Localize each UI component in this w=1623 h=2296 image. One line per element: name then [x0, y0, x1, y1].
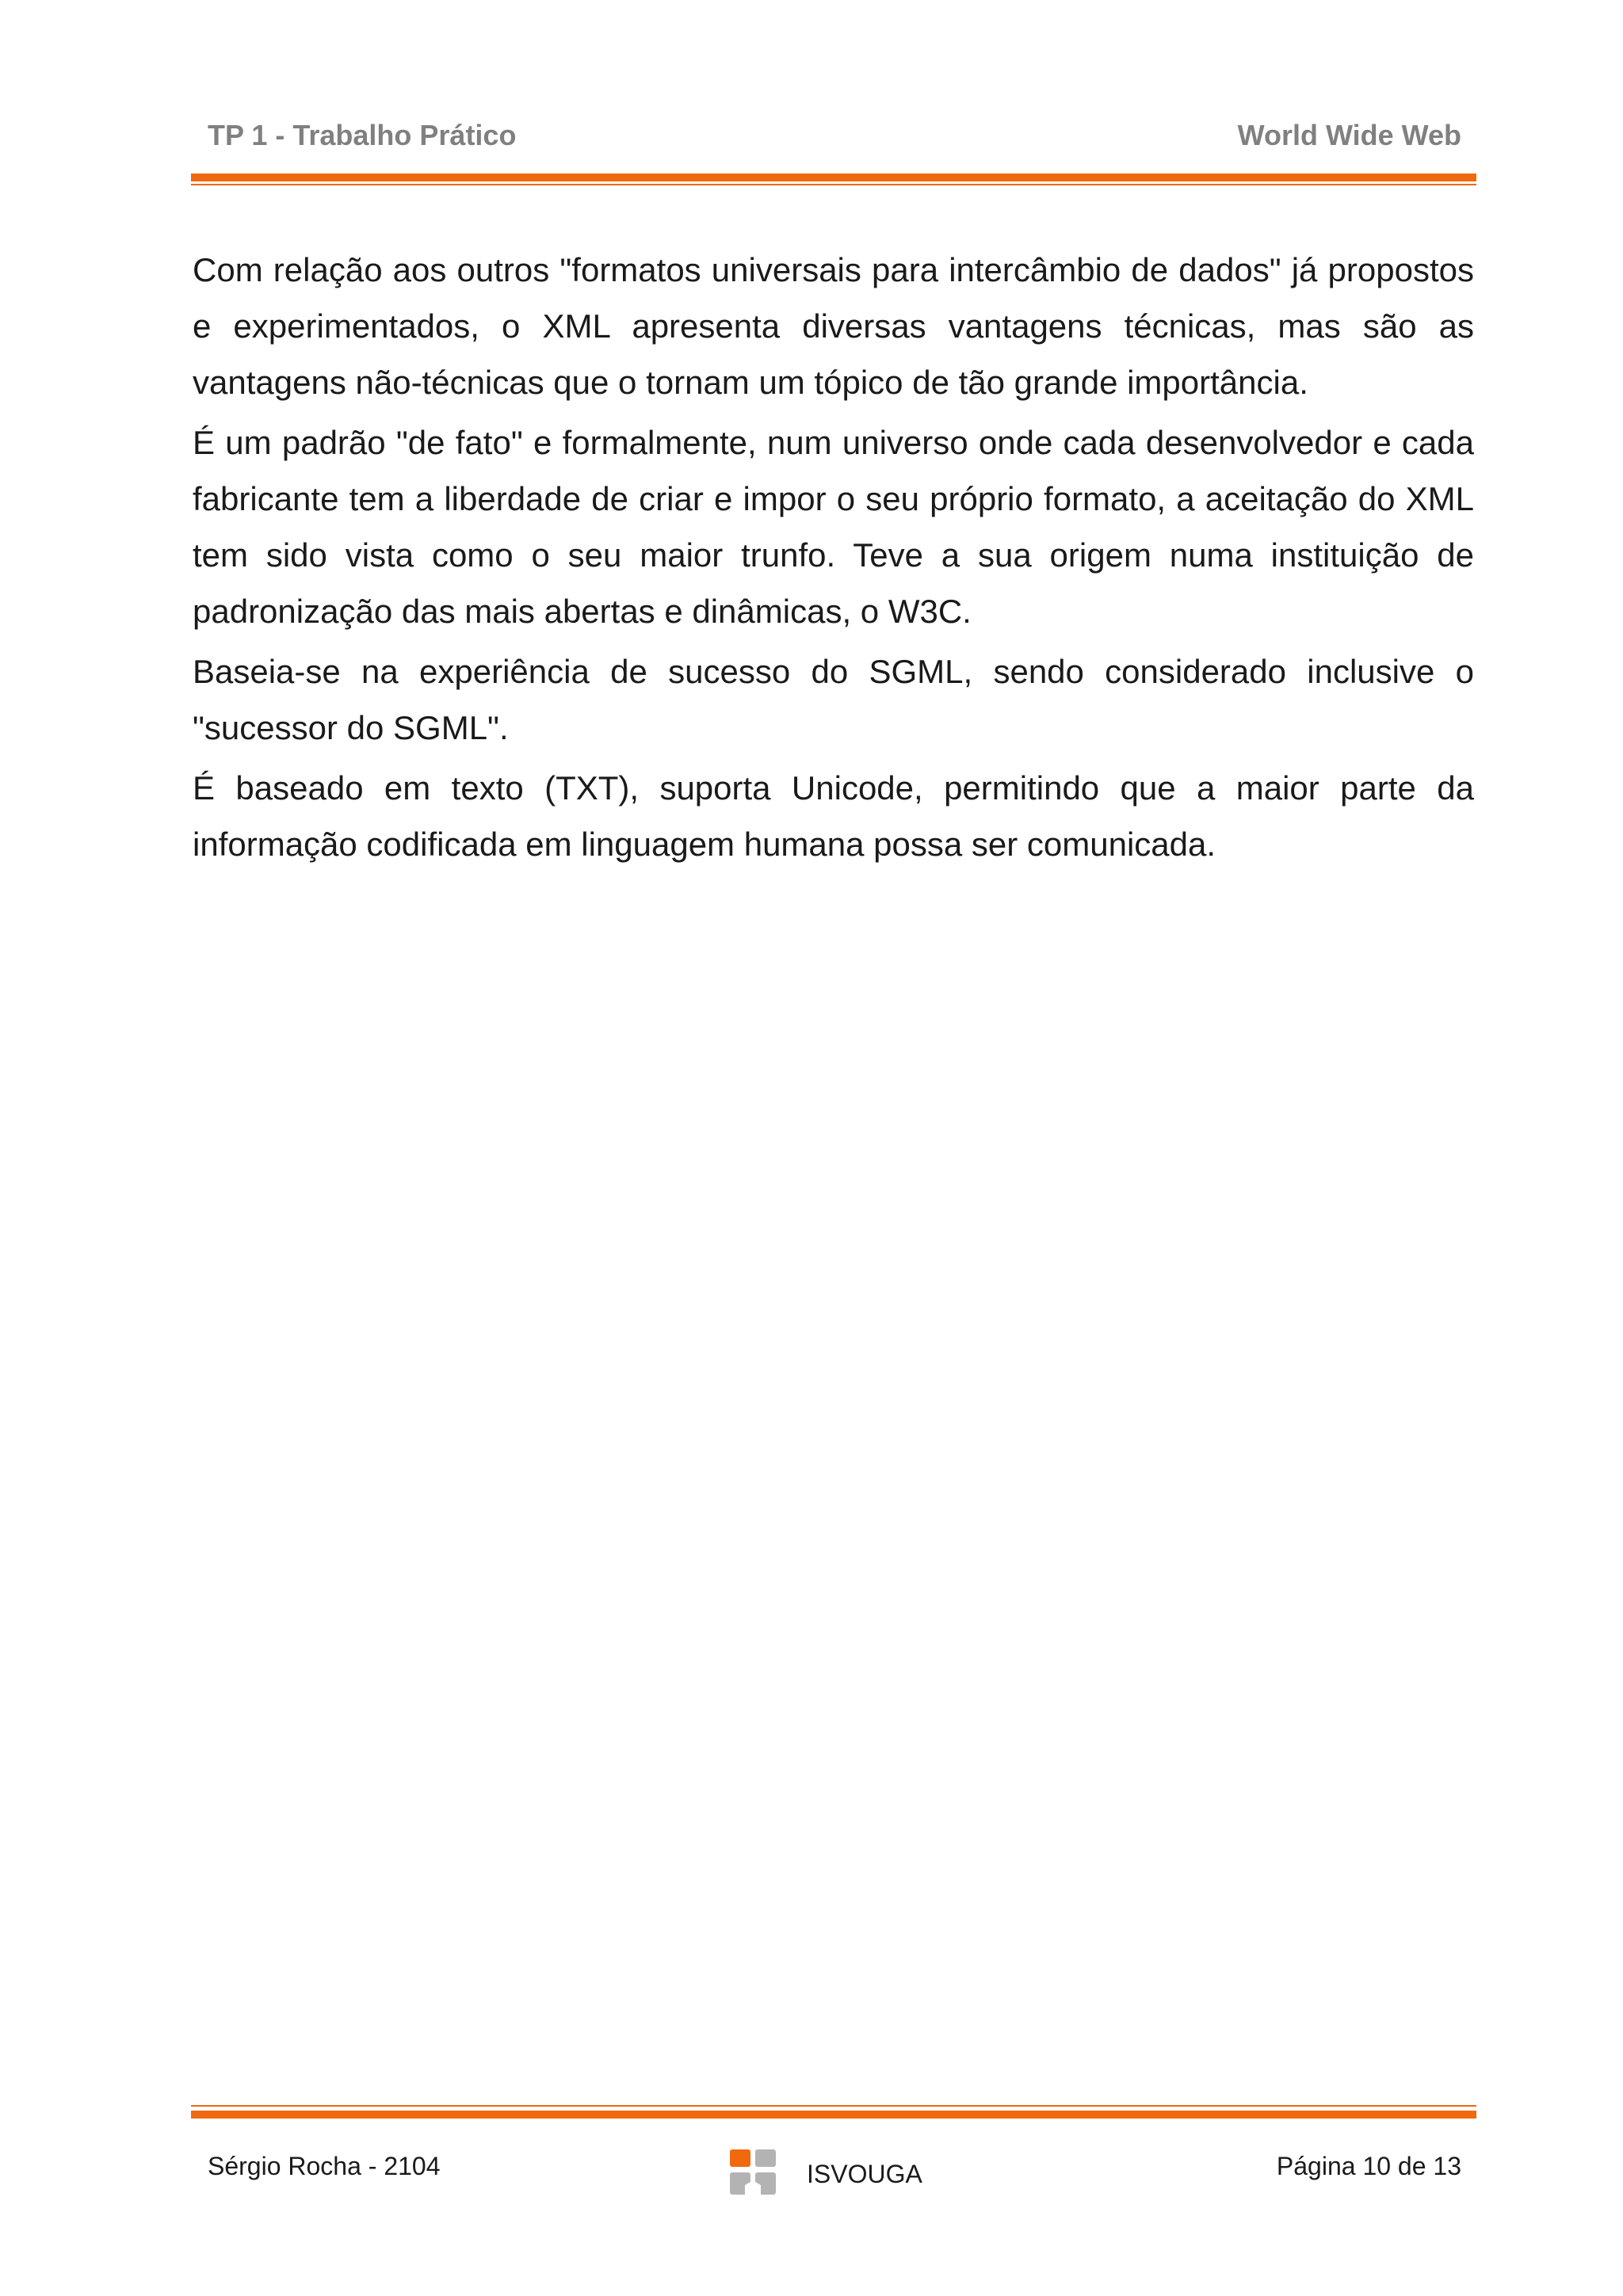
footer-divider — [191, 2111, 1476, 2119]
header-right-title: World Wide Web — [1237, 119, 1461, 151]
footer-institution-name: ISVOUGA — [807, 2159, 922, 2188]
footer-institution — [729, 2149, 922, 2196]
paragraph-4: É baseado em texto (TXT), suporta Unicode, permitindo que a maior parte da informação codificada em linguagem humana possa ser comunicada. — [193, 769, 1474, 863]
isvouga-logo-icon — [729, 2149, 777, 2196]
header-divider — [191, 174, 1476, 181]
header-left-title: TP 1 - Trabalho Prático — [208, 119, 517, 151]
document-body — [193, 242, 1474, 876]
paragraph-1: Com relação aos outros "formatos universais para intercâmbio de dados" já propostos e experimentados, o XML apresenta diversas vantagens técnicas, mas são as vantagens não-técnicas que o tornam um tópico de tão grande importância. — [193, 251, 1474, 401]
paragraph-2: É um padrão "de fato" e formalmente, num universo onde cada desenvolvedor e cada fabricante tem a liberdade de criar e impor o seu próprio formato, a aceitação do XML tem sido vista como o seu maior trunfo. Teve a sua origem numa instituição de padronização das mais abertas e dinâmicas, o W3C. — [193, 424, 1474, 630]
footer-page-number: Página 10 de 13 — [1276, 2152, 1461, 2180]
page-header — [208, 119, 1461, 151]
paragraph-3: Baseia-se na experiência de sucesso do SGML, sendo considerado inclusive o "sucessor do SGML". — [193, 653, 1474, 746]
page-footer — [208, 2149, 1461, 2196]
footer-author: Sérgio Rocha - 2104 — [208, 2152, 441, 2180]
